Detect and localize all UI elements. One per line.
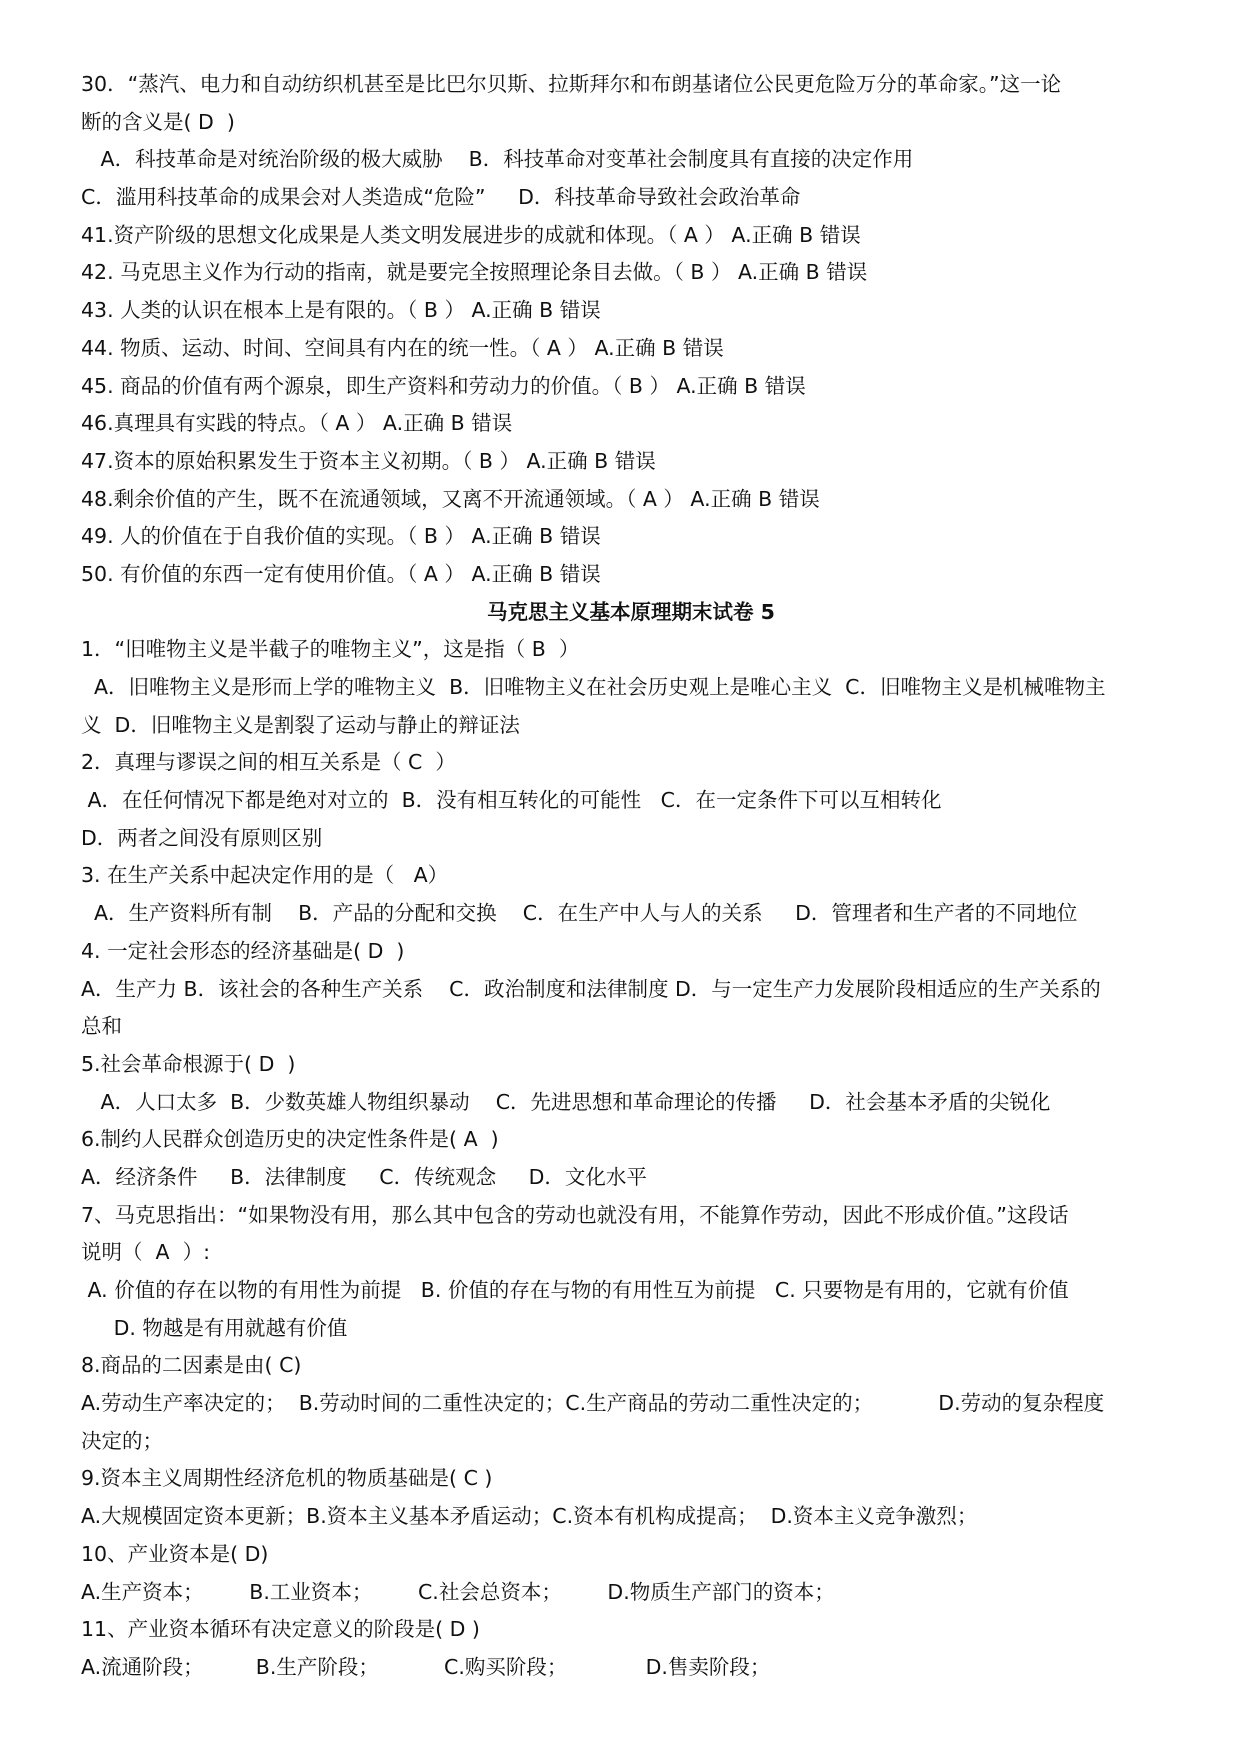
text-line: 30．“蒸汽、电力和自动纺织机甚至是比巴尔贝斯、拉斯拜尔和布朗基诸位公民更危险万分的革命家。”这一论 — [81, 72, 1062, 96]
text-line: 9.资本主义周期性经济危机的物质基础是( C ) — [81, 1466, 493, 1491]
text-line: 47.资本的原始积累发生于资本主义初期。（ B ） A.正确 B 错误 — [81, 448, 656, 473]
section-title: 马克思主义基本原理期末试卷 5 — [487, 599, 775, 624]
text-line: A. 价值的存在以物的有用性为前提 B. 价值的存在与物的有用性互为前提 C. 只要物是有用的，它就有价值 — [81, 1278, 1069, 1302]
text-line: A.劳动生产率决定的； B.劳动时间的二重性决定的；C.生产商品的劳动二重性决定的； D.劳动的复杂程度 — [81, 1391, 1105, 1416]
text-line: 42. 马克思主义作为行动的指南，就是要完全按照理论条目去做。（ B ） A.正确 B 错误 — [81, 260, 868, 285]
text-line: A．经济条件 B．法律制度 C．传统观念 D．文化水平 — [81, 1164, 647, 1189]
text-line: D. 物越是有用就越有价值 — [81, 1315, 348, 1340]
text-line: 3. 在生产关系中起决定作用的是（ A） — [81, 863, 449, 888]
text-line: A．生产资料所有制 B．产品的分配和交换 C．在生产中人与人的关系 D．管理者和生产者的不同地位 — [81, 901, 1078, 926]
text-line: 2．真理与谬误之间的相互关系是（ C ） — [81, 750, 456, 775]
text-line: A．人口太多 B．少数英雄人物组织暴动 C．先进思想和革命理论的传播 D．社会基本矛盾的尖锐化 — [81, 1089, 1051, 1114]
text-line: 8.商品的二因素是由( C) — [81, 1353, 302, 1378]
text-line: 4. 一定社会形态的经济基础是( D ) — [81, 938, 405, 963]
text-line: A．科技革命是对统治阶级的极大威胁 B．科技革命对变革社会制度具有直接的决定作用 — [81, 147, 914, 172]
text-line: C．滥用科技革命的成果会对人类造成“危险” D．科技革命导致社会政治革命 — [81, 185, 801, 210]
text-line: A.流通阶段； B.生产阶段； C.购买阶段； D.售卖阶段； — [81, 1654, 771, 1679]
text-line: 5.社会革命根源于( D ) — [81, 1051, 296, 1076]
text-line: 43. 人类的认识在根本上是有限的。（ B ） A.正确 B 错误 — [81, 298, 601, 323]
text-line: 45. 商品的价值有两个源泉，即生产资料和劳动力的价值。（ B ） A.正确 B 错误 — [81, 373, 806, 398]
text-line: D．两者之间没有原则区别 — [81, 825, 323, 850]
question-block-previous — [81, 66, 1181, 594]
text-line: 44. 物质、运动、时间、空间具有内在的统一性。（ A ） A.正确 B 错误 — [81, 335, 724, 360]
text-line: A．旧唯物主义是形而上学的唯物主义 B．旧唯物主义在社会历史观上是唯心主义 C．旧唯物主义是机械唯物主 — [81, 675, 1106, 699]
text-line: 10、产业资本是( D) — [81, 1541, 269, 1566]
text-line: 49. 人的价值在于自我价值的实现。（ B ） A.正确 B 错误 — [81, 524, 601, 549]
text-line: 50. 有价值的东西一定有使用价值。（ A ） A.正确 B 错误 — [81, 561, 601, 586]
text-line: A．在任何情况下都是绝对对立的 B．没有相互转化的可能性 C．在一定条件下可以互相转化 — [81, 788, 942, 813]
text-line: 义 D．旧唯物主义是割裂了运动与静止的辩证法 — [81, 712, 520, 737]
text-line: A.大规模固定资本更新；B.资本主义基本矛盾运动；C.资本有机构成提高； D.资本主义竞争激烈； — [81, 1504, 978, 1529]
text-line: 总和 — [81, 1014, 122, 1039]
text-line: 说明（ A ）: — [81, 1240, 210, 1265]
text-line: 11、产业资本循环有决定意义的阶段是( D ) — [81, 1617, 480, 1642]
text-line: 7、马克思指出：“如果物没有用，那么其中包含的劳动也就没有用，不能算作劳动，因此不形成价值。”这段话 — [81, 1202, 1069, 1227]
text-line: 41.资产阶级的思想文化成果是人类文明发展进步的成就和体现。（ A ） A.正确 B 错误 — [81, 222, 861, 247]
text-line: 1．“旧唯物主义是半截子的唯物主义”，这是指（ B ） — [81, 637, 580, 662]
text-line: 6.制约人民群众创造历史的决定性条件是( A ) — [81, 1127, 499, 1152]
text-line: 48.剩余价值的产生，既不在流通领域，又离不开流通领域。（ A ） A.正确 B 错误 — [81, 486, 820, 511]
text-line: 决定的； — [81, 1428, 163, 1453]
question-block-exam-5 — [81, 631, 1181, 1686]
text-line: 46.真理具有实践的特点。（ A ） A.正确 B 错误 — [81, 411, 513, 436]
text-line: A．生产力 B．该社会的各种生产关系 C．政治制度和法律制度 D．与一定生产力发展阶段相适应的生产关系的 — [81, 976, 1101, 1001]
text-line: 断的含义是( D ) — [81, 109, 235, 134]
text-line: A.生产资本； B.工业资本； C.社会总资本； D.物质生产部门的资本； — [81, 1579, 835, 1604]
